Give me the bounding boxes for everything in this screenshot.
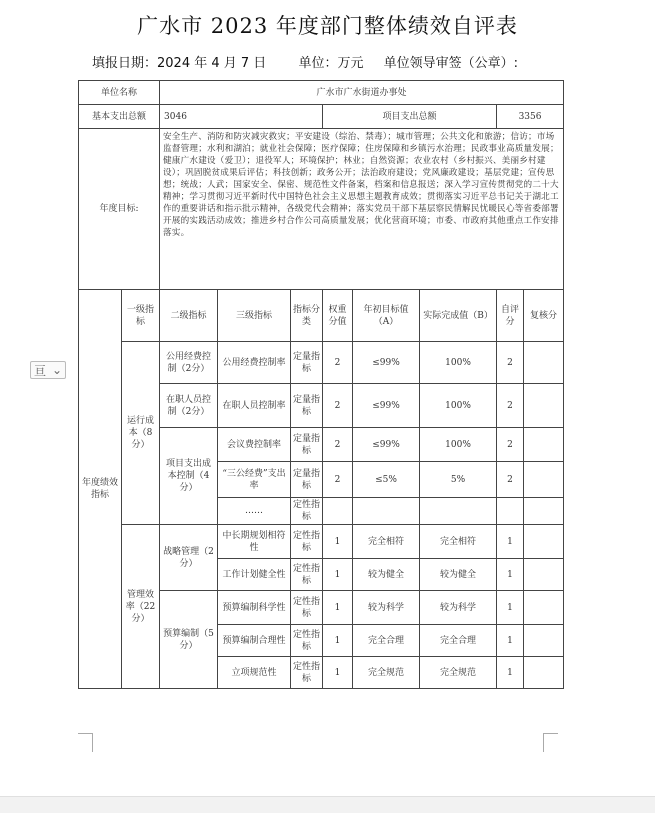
row-review-score: [524, 428, 564, 462]
signature-label: 单位领导审签（公章）:: [383, 56, 518, 71]
row-self-score: [497, 498, 524, 525]
row-self-score: 2: [497, 342, 524, 384]
row-target: ≤5%: [353, 462, 420, 498]
row-weight: 2: [323, 384, 353, 428]
unit-name-value: 广水市广水街道办事处: [160, 81, 564, 105]
row-self-score: 2: [497, 428, 524, 462]
row-weight: 1: [323, 625, 353, 657]
project-expenditure-value: 3356: [497, 105, 564, 129]
header-level3: 三级指标: [218, 290, 291, 342]
page-corner-mark-right: [543, 733, 558, 752]
row-actual: 100%: [420, 342, 497, 384]
row-actual: 完全合理: [420, 625, 497, 657]
row-actual: [420, 498, 497, 525]
page-corner-mark-left: [78, 733, 93, 752]
unit-label: 单位：万元: [298, 56, 364, 71]
row-target: ≤99%: [353, 428, 420, 462]
paragraph-icon: 亘: [34, 363, 47, 378]
row-type: 定量指标: [291, 384, 323, 428]
row-review-score: [524, 342, 564, 384]
header-self-score: 自评分: [497, 290, 524, 342]
row-review-score: [524, 525, 564, 559]
basic-expenditure-value: 3046: [160, 105, 323, 129]
row-indicator: 预算编制合理性: [218, 625, 291, 657]
row-actual: 完全规范: [420, 657, 497, 689]
unit-name-label: 单位名称: [79, 81, 160, 105]
header-actual: 实际完成值（B）: [420, 290, 497, 342]
row-actual: 完全相符: [420, 525, 497, 559]
row-weight: 1: [323, 591, 353, 625]
row-type: 定量指标: [291, 428, 323, 462]
row-type: 定性指标: [291, 525, 323, 559]
header-weight: 权重分值: [323, 290, 353, 342]
project-expenditure-label: 项目支出总额: [323, 105, 497, 129]
sub-project-cost: 项目支出成本控制（4分）: [160, 428, 218, 525]
editor-bottom-bar: [0, 796, 655, 813]
row-actual: 5%: [420, 462, 497, 498]
header-review-score: 复核分: [524, 290, 564, 342]
row-self-score: 1: [497, 625, 524, 657]
row-indicator: 中长期规划相符性: [218, 525, 291, 559]
row-self-score: 1: [497, 525, 524, 559]
row-target: ≤99%: [353, 342, 420, 384]
row-target: 较为科学: [353, 591, 420, 625]
row-type: 定性指标: [291, 591, 323, 625]
sub-budget: 预算编制（5分）: [160, 591, 218, 689]
row-weight: 2: [323, 428, 353, 462]
row-self-score: 1: [497, 591, 524, 625]
group-operating-cost: 运行成本（8分）: [122, 342, 160, 525]
fill-date: 填报日期：2024 年 4 月 7 日: [92, 56, 267, 71]
row-actual: 100%: [420, 384, 497, 428]
row-review-score: [524, 625, 564, 657]
row-target: 完全相符: [353, 525, 420, 559]
row-review-score: [524, 559, 564, 591]
row-target: ≤99%: [353, 384, 420, 428]
row-target: 较为健全: [353, 559, 420, 591]
row-self-score: 1: [497, 657, 524, 689]
row-indicator: “三公经费”支出率: [218, 462, 291, 498]
row-type: 定性指标: [291, 559, 323, 591]
row-type: 定量指标: [291, 462, 323, 498]
row-weight: 1: [323, 525, 353, 559]
row-target: 完全规范: [353, 657, 420, 689]
group-management-efficiency: 管理效率（22分）: [122, 525, 160, 689]
row-indicator: 预算编制科学性: [218, 591, 291, 625]
chevron-down-icon: ⌄: [51, 363, 62, 377]
table-row: [79, 525, 564, 559]
sub-strategy: 战略管理（2分）: [160, 525, 218, 591]
row-review-score: [524, 657, 564, 689]
row-weight: 2: [323, 342, 353, 384]
paragraph-options-button[interactable]: [30, 361, 66, 379]
self-evaluation-table: [78, 80, 564, 689]
row-actual: 100%: [420, 428, 497, 462]
row-review-score: [524, 591, 564, 625]
row-self-score: 2: [497, 462, 524, 498]
annual-goal-text: 安全生产、消防和防灾减灾救灾；平安建设（综治、禁毒）；城市管理；公共文化和旅游；信访；市场监督管理；水利和湖泊；就业社会保障；医疗保障；住房保障和乡镇污水治理；民政事业高质量发展；健康广水建设（爱卫）；退役军人；环境保护；林业；自然资源；农业农村（乡村振兴、美丽乡村建设）；巩固脱贫成果后评估；科技创新；政务公开；法治政府建设；党风廉政建设；基层党建；宣传思想；统战；人武；国家安全、保密、规范性文件备案，档案和信息报送；深入学习宣传贯彻党的二十大精神；学习贯彻习近平新时代中国特色社会主义思想主题教育成效；贯彻落实习近平总书记关于湖北工作的重要讲话和指示批示精神，各级党代会精神；落实党员干部下基层察民情解民忧暖民心等省委部署开展的实践活动成效；推进乡村合作公司高质量发展；优化营商环境；市委、市政府其他重点工作安排落实。: [160, 129, 564, 290]
row-indicator: 会议费控制率: [218, 428, 291, 462]
form-meta: [92, 52, 612, 71]
performance-indicators-label: 年度绩效指标: [79, 290, 122, 689]
row-weight: 2: [323, 462, 353, 498]
annual-goal-label: 年度目标:: [79, 129, 160, 290]
header-type: 指标分类: [291, 290, 323, 342]
row-actual: 较为科学: [420, 591, 497, 625]
row-actual: 较为健全: [420, 559, 497, 591]
document-title: 广水市 2023 年度部门整体绩效自评表: [137, 14, 518, 38]
row-weight: 1: [323, 559, 353, 591]
row-self-score: 1: [497, 559, 524, 591]
basic-expenditure-label: 基本支出总额: [79, 105, 160, 129]
header-level2: 二级指标: [160, 290, 218, 342]
table-row: [79, 342, 564, 384]
row-weight: 1: [323, 657, 353, 689]
header-target: 年初目标值（A）: [353, 290, 420, 342]
row-indicator: 立项规范性: [218, 657, 291, 689]
sub-public-funds: 公用经费控制（2分）: [160, 342, 218, 384]
sub-staff-control: 在职人员控制（2分）: [160, 384, 218, 428]
row-indicator: 在职人员控制率: [218, 384, 291, 428]
row-indicator: 工作计划健全性: [218, 559, 291, 591]
row-target: 完全合理: [353, 625, 420, 657]
row-indicator: 公用经费控制率: [218, 342, 291, 384]
row-self-score: 2: [497, 384, 524, 428]
row-target: [353, 498, 420, 525]
row-review-score: [524, 462, 564, 498]
row-weight: [323, 498, 353, 525]
row-review-score: [524, 498, 564, 525]
row-type: 定性指标: [291, 498, 323, 525]
row-review-score: [524, 384, 564, 428]
row-type: 定性指标: [291, 657, 323, 689]
row-type: 定量指标: [291, 342, 323, 384]
header-level1: 一级指标: [122, 290, 160, 342]
row-type: 定性指标: [291, 625, 323, 657]
row-indicator: ……: [218, 498, 291, 525]
